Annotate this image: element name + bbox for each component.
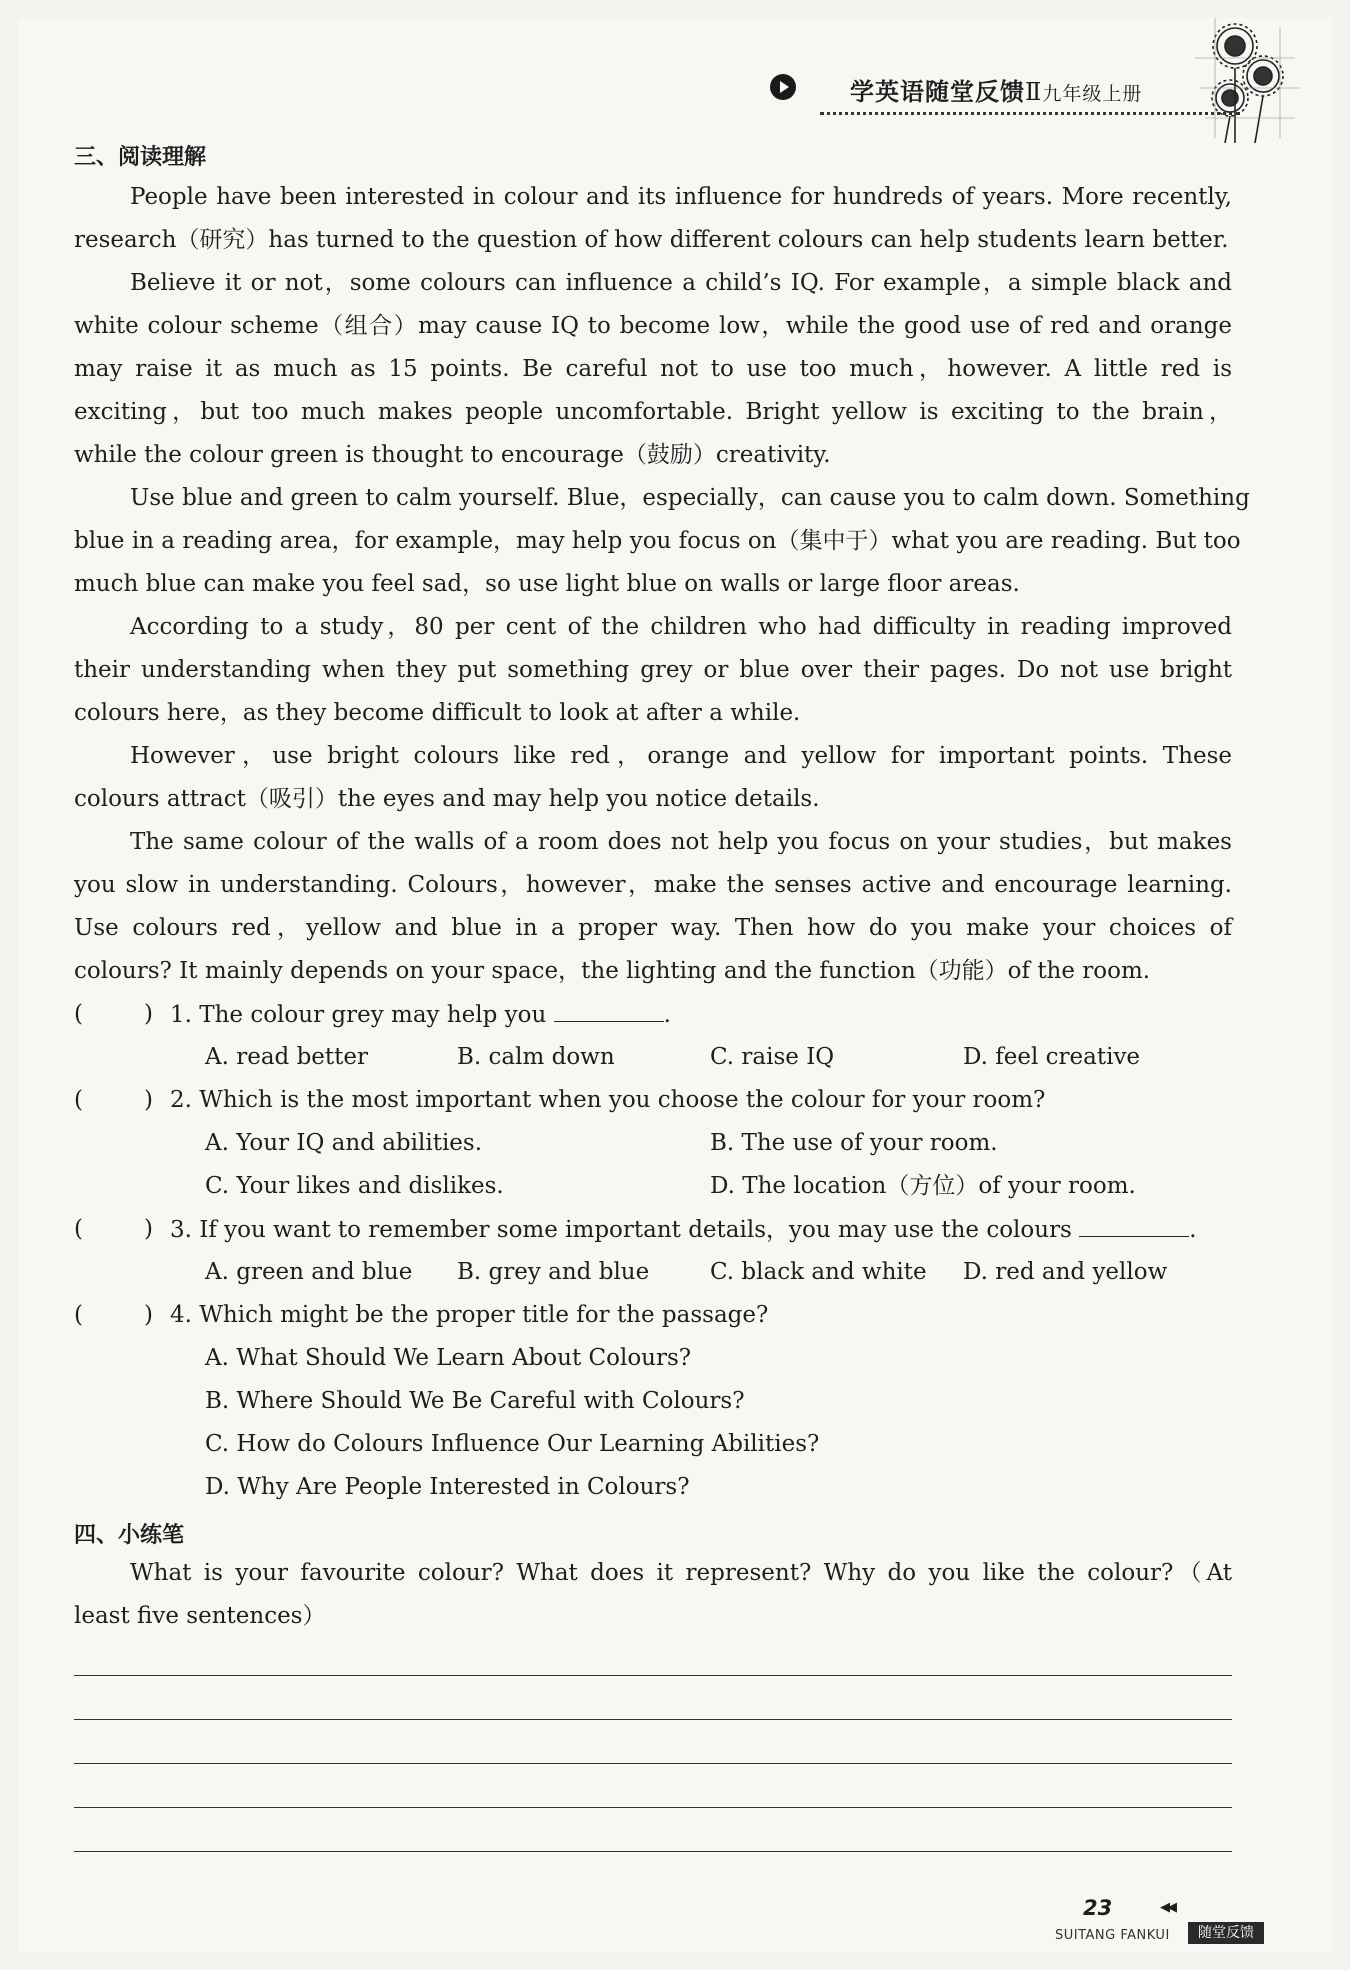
option[interactable]: C. raise IQ	[710, 1044, 835, 1070]
passage-line: may raise it as much as 15 points. Be careful not to use too much，however. A little red is	[74, 356, 1232, 382]
option[interactable]: B. calm down	[457, 1044, 615, 1070]
passage-line: much blue can make you feel sad，so use light blue on walls or large floor areas.	[74, 571, 1020, 597]
option[interactable]: A. read better	[205, 1044, 369, 1070]
passage-line: Believe it or not，some colours can influence a child’s IQ. For example，a simple black and	[130, 270, 1232, 296]
writing-line[interactable]	[74, 1763, 1232, 1764]
passage-line: Use colours red，yellow and blue in a proper way. Then how do you make your choices of	[74, 915, 1232, 941]
section-title-reading: 三、阅读理解	[74, 145, 207, 170]
option[interactable]: D. Why Are People Interested in Colours?	[205, 1474, 690, 1500]
passage-line: colours here，as they become difficult to look at after a while.	[74, 700, 801, 726]
option[interactable]: C. How do Colours Influence Our Learning Abilities?	[205, 1431, 820, 1457]
option[interactable]: A. green and blue	[205, 1259, 413, 1285]
page-number: 23	[1083, 1896, 1113, 1920]
writing-line[interactable]	[74, 1719, 1232, 1720]
answer-blank[interactable]	[554, 999, 664, 1022]
answer-paren[interactable]: ( )	[74, 1001, 153, 1027]
book-title: 学英语随堂反馈Ⅱ九年级上册	[850, 78, 1143, 106]
writing-line[interactable]	[74, 1851, 1232, 1852]
section-title-writing: 四、小练笔	[74, 1523, 185, 1548]
passage-line: while the colour green is thought to encourage（鼓励）creativity.	[74, 442, 831, 468]
option[interactable]: D. The location（方位）of your room.	[710, 1173, 1136, 1199]
option[interactable]: A. Your IQ and abilities.	[205, 1130, 483, 1156]
passage-line: exciting，but too much makes people uncomfortable. Bright yellow is exciting to the brain，	[74, 399, 1232, 425]
passage-line: colours? It mainly depends on your space，the lighting and the function（功能）of the room.	[74, 958, 1151, 984]
option[interactable]: B. grey and blue	[457, 1259, 650, 1285]
passage-line: colours attract（吸引）the eyes and may help you notice details.	[74, 786, 820, 812]
prompt-line: least five sentences）	[74, 1603, 326, 1629]
writing-line[interactable]	[74, 1807, 1232, 1808]
option[interactable]: B. Where Should We Be Careful with Colours?	[205, 1388, 745, 1414]
passage-line: People have been interested in colour and its influence for hundreds of years. More recently,	[130, 184, 1232, 210]
flower-decoration-icon	[1185, 18, 1305, 148]
answer-blank[interactable]	[1079, 1214, 1189, 1237]
back-arrows-icon: ◀◀	[1160, 1900, 1174, 1915]
option[interactable]: B. The use of your room.	[710, 1130, 998, 1156]
passage-line: you slow in understanding. Colours，however，make the senses active and encourage learning.	[74, 872, 1232, 898]
play-icon	[770, 74, 796, 100]
header-dotted-rule	[820, 112, 1240, 115]
passage-line: blue in a reading area，for example，may help you focus on（集中于）what you are reading. But too	[74, 528, 1241, 554]
footer-badge: 随堂反馈	[1188, 1922, 1264, 1944]
answer-paren[interactable]: ( )	[74, 1302, 153, 1328]
answer-paren[interactable]: ( )	[74, 1216, 153, 1242]
passage-line: The same colour of the walls of a room does not help you focus on your studies，but makes	[130, 829, 1232, 855]
footer-pinyin: SUITANG FANKUI	[1055, 1928, 1170, 1943]
option[interactable]: C. Your likes and dislikes.	[205, 1173, 504, 1199]
question-3: 3. If you want to remember some important details，you may use the colours .	[170, 1214, 1197, 1245]
passage-line: research（研究）has turned to the question of how different colours can help students learn better.	[74, 227, 1229, 253]
passage-line: However，use bright colours like red，orange and yellow for important points. These	[130, 743, 1232, 769]
option[interactable]: D. red and yellow	[963, 1259, 1168, 1285]
option[interactable]: C. black and white	[710, 1259, 927, 1285]
question-1: 1. The colour grey may help you .	[170, 999, 671, 1030]
question-2: 2. Which is the most important when you choose the colour for your room?	[170, 1087, 1046, 1113]
writing-line[interactable]	[74, 1675, 1232, 1676]
passage-line: Use blue and green to calm yourself. Blue，especially，can cause you to calm down. Something	[130, 485, 1250, 511]
passage-line: their understanding when they put something grey or blue over their pages. Do not use bright	[74, 657, 1232, 683]
option[interactable]: A. What Should We Learn About Colours?	[205, 1345, 692, 1371]
answer-paren[interactable]: ( )	[74, 1087, 153, 1113]
passage-line: According to a study，80 per cent of the children who had difficulty in reading improved	[130, 614, 1232, 640]
prompt-line: What is your favourite colour? What does it represent? Why do you like the colour?（At	[130, 1560, 1232, 1586]
question-4: 4. Which might be the proper title for the passage?	[170, 1302, 769, 1328]
passage-line: white colour scheme（组合）may cause IQ to become low，while the good use of red and orange	[74, 313, 1232, 339]
option[interactable]: D. feel creative	[963, 1044, 1141, 1070]
